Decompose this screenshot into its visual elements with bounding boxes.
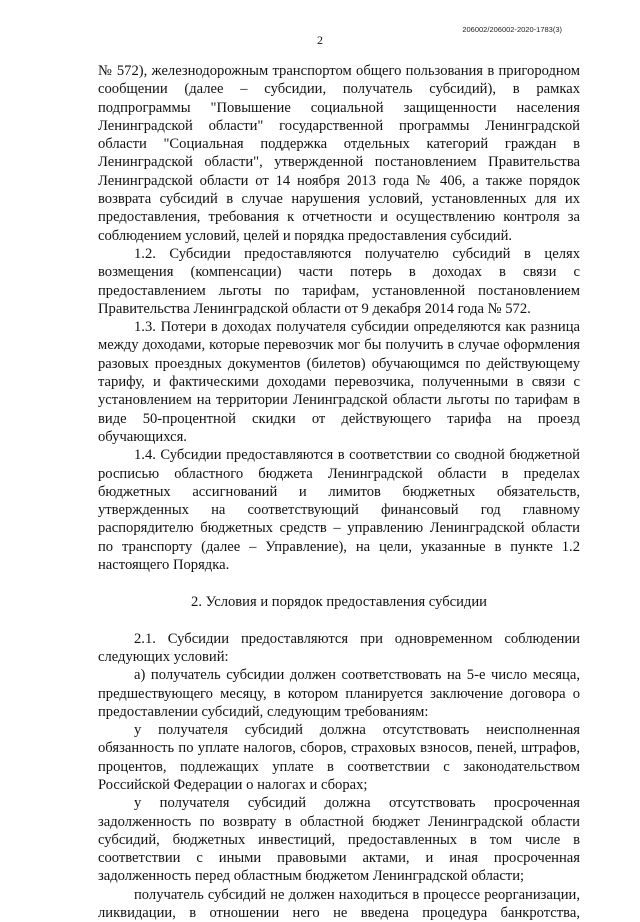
paragraph-2-1: 2.1. Субсидии предоставляются при одновременном соблюдении следующих условий:	[98, 630, 580, 665]
page-number: 2	[317, 33, 323, 47]
paragraph-requirement-taxes: у получателя субсидий должна отсутствовать неисполненная обязанность по уплате налогов, сборов, страховых взносов, пеней, штрафов, процентов, подлежащих уплате в соответствии с законодательством Российской Федерации о налогах и сборах;	[98, 722, 580, 793]
paragraph-intro: № 572), железнодорожным транспортом общего пользования в пригородном сообщении (далее – субсидии, получатель субсидий), в рамках подпрограммы "Повышение социальной защищенности населения Ленинградской области" государственной программы Ленинградской области "Социальная поддержка отдельных категорий граждан в Ленинградской области", утвержденной постановлением Правительства Ленинградской области от 14 ноября 2013 года № 406, а также порядок возврата субсидий в случае нарушения условий, установленных для их предоставления, требования к отчетности и осуществлению контроля за соблюдением условий, целей и порядка предоставления субсидий.	[98, 63, 580, 244]
paragraph-1-2: 1.2. Субсидии предоставляются получателю субсидий в целях возмещения (компенсации) части потерь в доходах в связи с предоставлением льготы по тарифам, установленной постановлением Правительства Ленинградской области от 9 декабря 2014 года № 572.	[98, 245, 580, 317]
paragraph-1-3: 1.3. Потери в доходах получателя субсидии определяются как разница между доходами, которые перевозчик мог бы получить в случае оформления разовых проездных документов (билетов) обучающимся по действующему тарифу, и фактическими доходами перевозчика, полученными в связи с установлением на территории Ленинградской области льготы по тарифам в виде 50-процентной скидки от действующего тарифа на проезд обучающихся.	[98, 319, 580, 445]
paragraph-requirement-debt: у получателя субсидий должна отсутствовать просроченная задолженность по возврату в областной бюджет Ленинградской области субсидий, бюджетных инвестиций, предоставленных в том числе в соответствии с иными правовыми актами, и иная просроченная задолженность перед областным бюджетом Ленинградской области;	[98, 795, 580, 885]
document-code: 206002/206002-2020-1783(3)	[462, 25, 562, 34]
paragraph-requirement-reorganization: получатель субсидий не должен находиться в процессе реорганизации, ликвидации, в отношении него не введена процедура банкротства,	[98, 886, 580, 922]
paragraph-2-1-a: а) получатель субсидии должен соответствовать на 5-е число месяца, предшествующего месяцу, в котором планируется заключение договора о предоставлении субсидий, следующим требованиям:	[98, 667, 580, 720]
document-body	[98, 62, 580, 922]
paragraph-1-4: 1.4. Субсидии предоставляются в соответствии со сводной бюджетной росписью областного бюджета Ленинградской области в пределах бюджетных ассигнований и лимитов бюджетных обязательств, утвержденных на соответствующий финансовый год главному распорядителю бюджетных средств – управлению Ленинградской области по транспорту (далее – Управление), на цели, указанные в пункте 1.2 настоящего Порядка.	[98, 447, 580, 574]
section-heading: 2. Условия и порядок предоставления субсидии	[191, 594, 487, 611]
